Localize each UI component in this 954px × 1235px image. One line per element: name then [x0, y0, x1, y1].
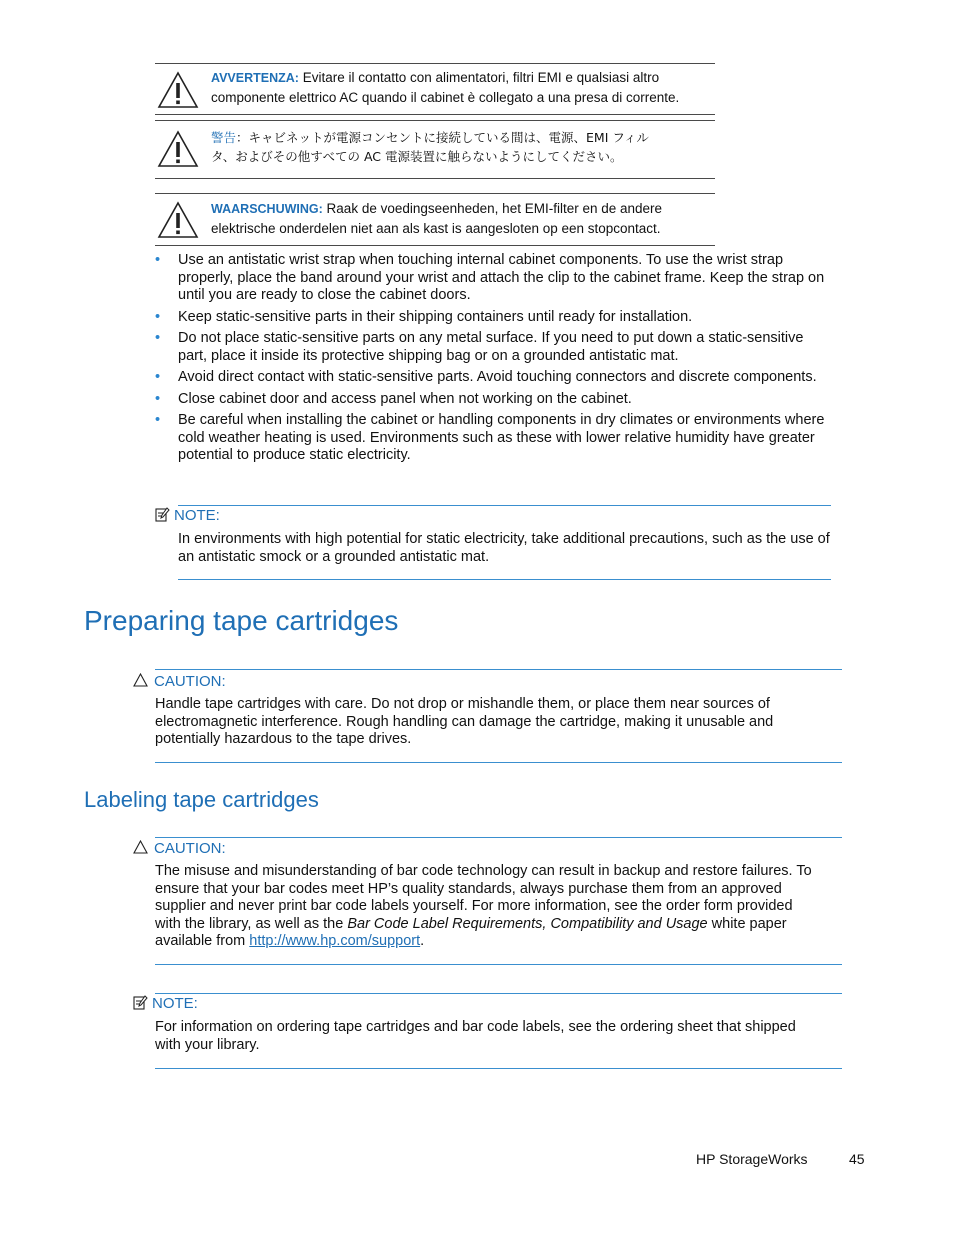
caution-heading: [133, 673, 226, 691]
warning-top-rule: [155, 193, 715, 194]
caution-text-end: .: [420, 933, 425, 949]
caution-triangle-icon: [133, 840, 148, 854]
subsection-title: Labeling tape cartridges: [84, 787, 319, 812]
caution-label: CAUTION:: [154, 673, 226, 690]
caution-triangle-icon: [133, 673, 148, 687]
warning-nl-text: [211, 199, 716, 238]
note-bottom-rule: [178, 579, 831, 580]
list-item-text: Keep static-sensitive parts in their shipping containers until ready for installation.: [178, 308, 693, 325]
esd-precautions-list: [155, 252, 835, 469]
note-heading: [133, 995, 198, 1013]
bullet-dot-icon: •: [155, 252, 161, 268]
bullet-dot-icon: •: [155, 390, 161, 407]
warning-triangle-icon: [157, 71, 199, 109]
note-bottom-rule: [155, 1068, 842, 1069]
footer-page-number: 45: [849, 1151, 865, 1167]
list-item: [155, 330, 835, 365]
caution-bottom-rule: [155, 964, 842, 965]
note-label: NOTE:: [152, 995, 198, 1012]
warning-bottom-rule: [155, 245, 715, 246]
list-item-text: Use an antistatic wrist strap when touching internal cabinet components. To use the wrist strap properly, place the band around your wrist and attach the clip to the cabinet frame. Keep the strap on until you are ready to close the cabinet doors.: [178, 252, 825, 303]
note-heading: [155, 507, 220, 525]
warning-it-text: [211, 68, 716, 107]
caution-text-start: The misuse and misunderstanding of bar code technology can result in backup and restore failures. To ensure that your bar codes meet HP’s quality standards, always purchase them from an approved supplier and never print bar code labels yourself. For more information, see the order form provided with the library, as well as the: [155, 863, 812, 932]
list-item-text: Be careful when installing the cabinet or handling components in dry climates or environments where cold weather heating is used. Environments such as these with lower relative humidity have greater potential to produce static electricity.: [178, 412, 825, 463]
list-item-text: Close cabinet door and access panel when not working on the cabinet.: [178, 390, 632, 407]
warning-nl-label: WAARSCHUWING:: [211, 202, 323, 216]
caution-heading: [133, 840, 226, 858]
warning-ja-label: 警告: [211, 130, 237, 145]
footer-product: HP StorageWorks: [696, 1151, 808, 1167]
list-item: [155, 391, 835, 409]
warning-nl-line2: elektrische onderdelen niet aan als kast is aangesloten op een stopcontact.: [211, 221, 661, 236]
warning-ja-line1: ：キャビネットが電源コンセントに接続している間は、電源、EMI フィル: [236, 130, 649, 145]
list-item: [155, 252, 835, 305]
caution-top-rule: [155, 837, 842, 838]
caution-label: CAUTION:: [154, 840, 226, 857]
warning-top-rule: [155, 63, 715, 64]
warning-ja-text: [211, 128, 716, 166]
note-label: NOTE:: [174, 507, 220, 524]
warning-triangle-icon: [157, 130, 199, 168]
section-title: Preparing tape cartridges: [84, 605, 399, 636]
list-item: [155, 412, 835, 465]
warning-triangle-icon: [157, 201, 199, 239]
note-top-rule: [178, 505, 831, 506]
list-item-text: Do not place static-sensitive parts on any metal surface. If you need to put down a static-sensitive part, place it inside its protective shipping bag or on a grounded antistatic mat.: [178, 330, 804, 364]
list-item: [155, 309, 835, 327]
caution-text-mid: white paper available from: [155, 915, 787, 949]
support-link[interactable]: http://www.hp.com/support: [249, 933, 421, 949]
note-top-rule: [155, 993, 842, 994]
bullet-dot-icon: •: [155, 412, 161, 428]
warning-it-line1: Evitare il contatto con alimentatori, filtri EMI e qualsiasi altro: [298, 70, 660, 85]
list-item: [155, 369, 835, 387]
caution-text: Handle tape cartridges with care. Do not drop or mishandle them, or place them near sources of electromagnetic interference. Rough handling can damage the cartridge, making it unusable and potentially hazardous to the tape drives.: [155, 696, 774, 747]
caution-bottom-rule: [155, 762, 842, 763]
note-pencil-icon: [133, 995, 148, 1010]
bullet-dot-icon: •: [155, 330, 161, 346]
warning-it-line2: componente elettrico AC quando il cabinet è collegato a una presa di corrente.: [211, 90, 680, 105]
warning-nl-line1: Raak de voedingseenheden, het EMI-filter en de andere: [322, 201, 663, 216]
note-text: For information on ordering tape cartridges and bar code labels, see the ordering sheet that shipped with your library.: [155, 1019, 796, 1053]
warning-divider: [155, 114, 715, 115]
bullet-dot-icon: •: [155, 369, 161, 385]
warning-it-label: AVVERTENZA:: [211, 71, 299, 85]
warning-divider: [155, 178, 715, 179]
document-title-italic: Bar Code Label Requirements, Compatibility and Usage: [347, 915, 708, 932]
note-text: In environments with high potential for static electricity, take additional precautions, such as the use of an antistatic smock or a grounded antistatic mat.: [178, 531, 830, 565]
bullet-dot-icon: •: [155, 308, 161, 325]
list-item-text: Avoid direct contact with static-sensitive parts. Avoid touching connectors and discrete components.: [178, 369, 817, 385]
caution-text: [155, 863, 815, 951]
warning-top-rule: [155, 120, 715, 121]
note-pencil-icon: [155, 507, 170, 522]
warning-ja-line2: タ、およびその他すべての AC 電源装置に触らないようにしてください。: [211, 149, 623, 164]
caution-top-rule: [155, 669, 842, 670]
